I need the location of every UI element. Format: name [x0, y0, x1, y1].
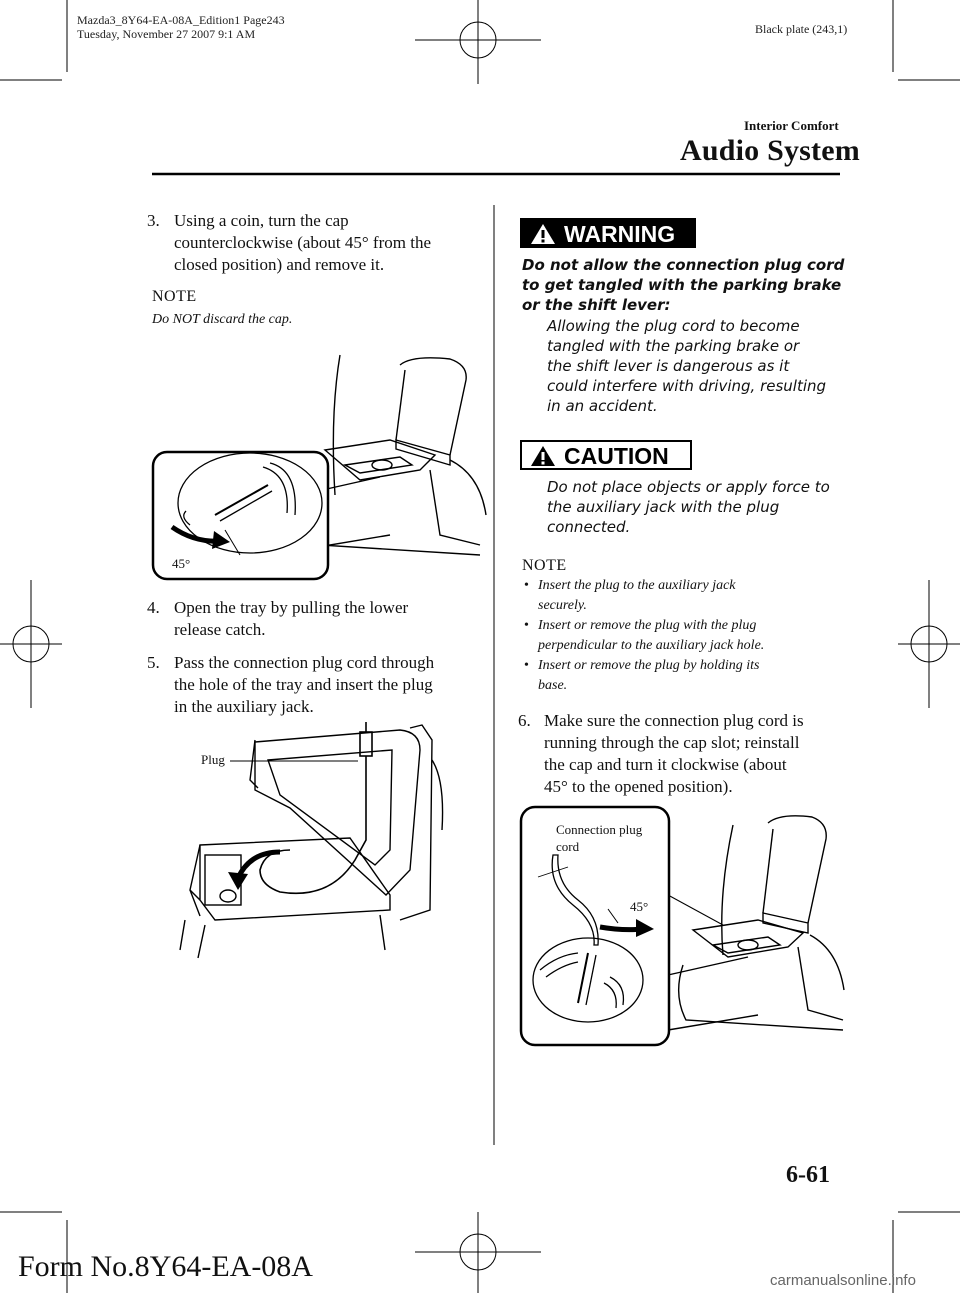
- note-bullet-1: [522, 576, 832, 616]
- note-bullet-1-line1: • Insert the plug to the auxiliary jack: [538, 578, 736, 593]
- warning-bold-line1: Do not allow the connection plug cord: [522, 256, 845, 274]
- plate-label: Black plate (243,1): [755, 22, 848, 36]
- step6-line2: running through the cap slot; reinstall: [544, 733, 800, 752]
- form-number: Form No.8Y64-EA-08A: [18, 1250, 313, 1283]
- step5-line3: in the auxiliary jack.: [174, 697, 314, 716]
- warning-detail-line4: could interfere with driving, resulting: [547, 377, 827, 395]
- section-title: Audio System: [680, 134, 860, 167]
- caution-label: CAUTION: [564, 443, 669, 469]
- warning-detail-line2: tangled with the parking brake or: [547, 337, 800, 355]
- warning-triangle-icon: [530, 223, 556, 245]
- step6-line4: 45° to the opened position).: [544, 777, 733, 796]
- step5-line2: the hole of the tray and insert the plug: [174, 675, 433, 694]
- watermark-text: carmanualsonline.info: [770, 1272, 916, 1289]
- warning-detail-line3: the shift lever is dangerous as it: [547, 357, 790, 375]
- note-bullet-3-line1: • Insert or remove the plug by holding its: [538, 658, 760, 673]
- step6-number: 6.: [518, 711, 531, 730]
- fig1-angle-label: 45°: [172, 556, 191, 571]
- caution-line1: Do not place objects or apply force to: [547, 478, 830, 496]
- note-bullet-2: [522, 616, 832, 656]
- page-number: 6-61: [786, 1162, 830, 1188]
- caution-banner: [520, 440, 692, 470]
- warning-banner: [520, 218, 696, 248]
- file-info-line2: Tuesday, November 27 2007 9:1 AM: [77, 27, 256, 41]
- step5-number: 5.: [147, 653, 160, 672]
- step3-line1: Using a coin, turn the cap: [174, 211, 349, 230]
- step3-line2: counterclockwise (about 45° from the: [174, 233, 431, 252]
- note-bullet-2-line1: • Insert or remove the plug with the plug: [538, 618, 757, 633]
- step4-line1: Open the tray by pulling the lower: [174, 598, 409, 617]
- fig3-cord-label-line1: Connection plug: [556, 822, 643, 837]
- note-label-left: NOTE: [152, 288, 197, 305]
- step4-line2: release catch.: [174, 620, 266, 639]
- note-label-right: NOTE: [522, 557, 567, 574]
- note-bullet-3-line2: base.: [538, 678, 568, 693]
- note-bullet-3: [522, 656, 832, 696]
- fig3-angle-label: 45°: [630, 899, 649, 914]
- step3-number: 3.: [147, 211, 160, 230]
- step4-number: 4.: [147, 598, 160, 617]
- cap-removal-illustration: [150, 345, 490, 585]
- note-text-left: Do NOT discard the cap.: [152, 312, 293, 327]
- caution-triangle-icon: [530, 445, 556, 467]
- caution-line2: the auxiliary jack with the plug: [547, 498, 780, 516]
- section-label: Interior Comfort: [744, 118, 839, 133]
- step6-line1: Make sure the connection plug cord is: [544, 711, 804, 730]
- file-info-line1: Mazda3_8Y64-EA-08A_Edition1 Page243: [77, 13, 285, 27]
- caution-line3: connected.: [547, 518, 631, 536]
- warning-label: WARNING: [564, 221, 676, 247]
- note-bullet-1-line2: securely.: [538, 598, 587, 613]
- note-bullet-2-line2: perpendicular to the auxiliary jack hole.: [538, 638, 765, 653]
- step3-line3: closed position) and remove it.: [174, 255, 385, 274]
- fig3-cord-label-line2: cord: [556, 839, 580, 854]
- step6-line3: the cap and turn it clockwise (about: [544, 755, 787, 774]
- step5-line1: Pass the connection plug cord through: [174, 653, 435, 672]
- fig2-plug-label: Plug: [201, 752, 225, 767]
- warning-bold-line2: to get tangled with the parking brake: [522, 276, 842, 294]
- warning-detail-line1: Allowing the plug cord to become: [547, 317, 800, 335]
- warning-detail-line5: in an accident.: [547, 397, 658, 415]
- note-bullet-list: [522, 576, 832, 696]
- warning-bold-line3: or the shift lever:: [522, 296, 671, 314]
